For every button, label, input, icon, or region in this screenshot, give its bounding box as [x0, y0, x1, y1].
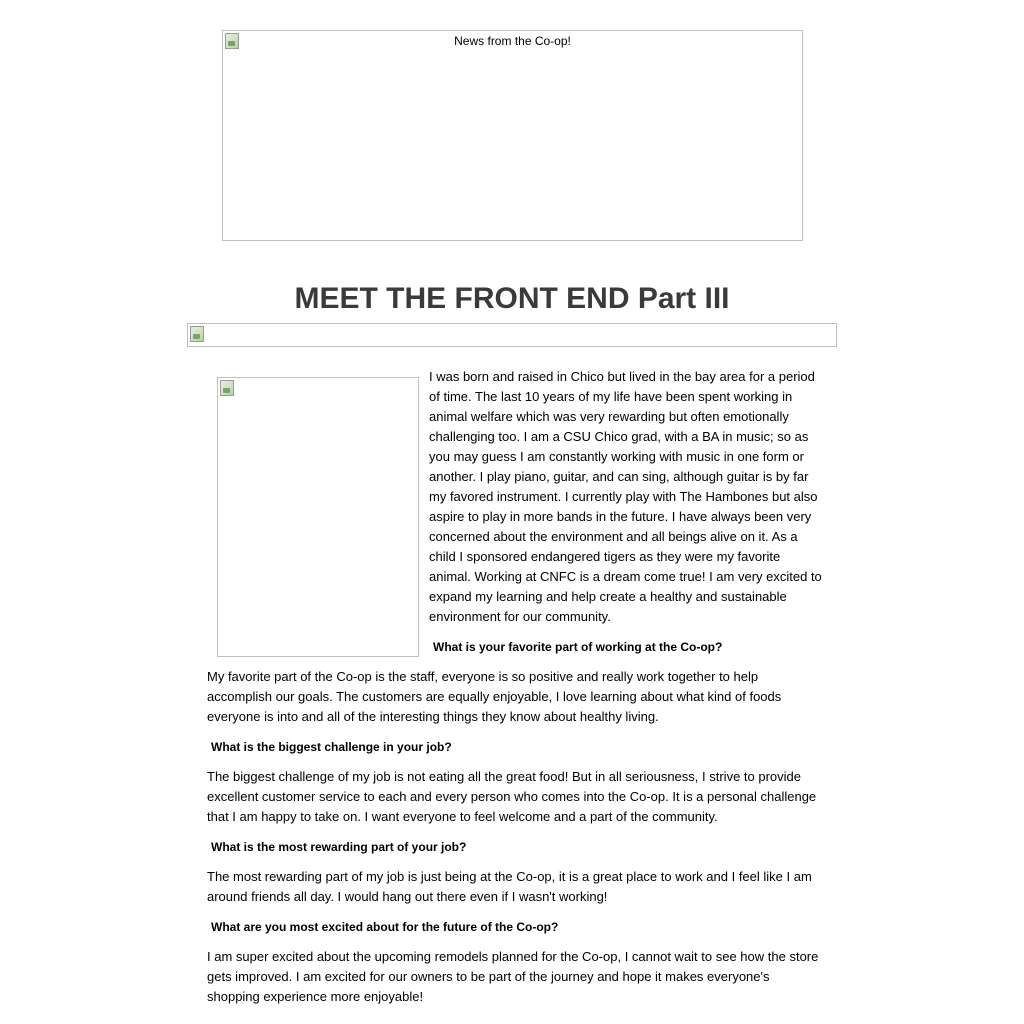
profile-photo: [217, 377, 419, 657]
answer-biggest-challenge: The biggest challenge of my job is not eating all the great food! But in all seriousness, I strive to provide excellent customer service to each and every person who comes into the Co-op. It is a personal challenge that I am happy to take on. I want everyone to feel welcome and a part of the community.: [207, 769, 817, 824]
header-banner-image: [222, 30, 803, 241]
broken-image-icon: [190, 326, 204, 342]
question-most-rewarding: What is the most rewarding part of your job?: [211, 840, 467, 854]
intro-paragraph: I was born and raised in Chico but lived in the bay area for a period of time. The last 10 years of my life have been spent working in animal welfare which was very rewarding but often emotionally challenging too. I am a CSU Chico grad, with a BA in music; so as you may guess I am constantly working with music in one form or another. I play piano, guitar, and can sing, although guitar is by far my favored instrument. I currently play with The Hambones but also aspire to play in more bands in the future. I have always been very concerned about the environment and all beings alive on it. As a child I sponsored endangered tigers as they were my favorite animal. Working at CNFC is a dream come true! I am very excited to expand my learning and help create a healthy and sustainable environment for our community.: [429, 369, 822, 624]
broken-image-icon: [220, 380, 234, 396]
page-title: MEET THE FRONT END Part III: [294, 282, 730, 315]
answer-future: I am super excited about the upcoming remodels planned for the Co-op, I cannot wait to see how the store gets improved. I am excited for our owners to be part of the journey and hope it makes everyone's shopping experience more enjoyable!: [207, 949, 819, 1004]
divider-image: [187, 323, 837, 347]
question-future: What are you most excited about for the future of the Co-op?: [211, 920, 559, 934]
answer-most-rewarding: The most rewarding part of my job is just being at the Co-op, it is a great place to work and I feel like I am around friends all day. I would hang out there even if I wasn't working!: [207, 869, 812, 904]
header-image-alt-text: News from the Co-op!: [454, 34, 571, 48]
question-biggest-challenge: What is the biggest challenge in your job?: [211, 740, 452, 754]
question-favorite-part: What is your favorite part of working at the Co-op?: [433, 640, 723, 654]
answer-favorite-part: My favorite part of the Co-op is the staff, everyone is so positive and really work together to help accomplish our goals. The customers are equally enjoyable, I love learning about what kind of foods everyone is into and all of the interesting things they know about healthy living.: [207, 669, 782, 724]
